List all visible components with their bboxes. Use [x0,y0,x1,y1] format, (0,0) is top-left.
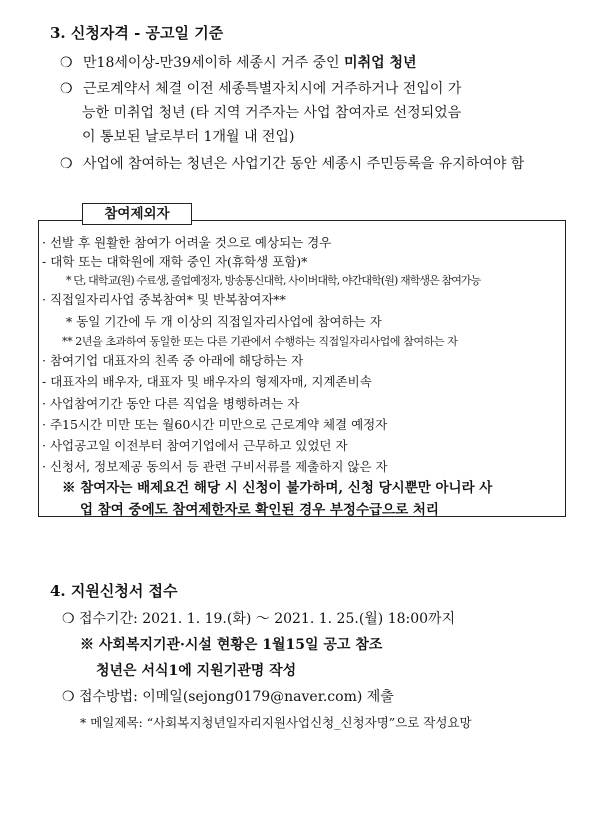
exclusion-footnote: ** 2년을 초과하여 동일한 또는 다른 기관에서 수행하는 직접일자리사업에 참여하는 자 [62,335,458,348]
exclusion-note: 업 참여 중에도 참여제한자로 확인된 경우 부정수급으로 처리 [80,502,439,518]
list-item [60,78,461,98]
circle-bullet-icon: ❍ [60,81,73,97]
exclusion-line: · 선발 후 원활한 참여가 어려울 것으로 예상되는 경우 [42,235,332,250]
reference-note: ※ 사회복지기관·시설 현황은 1월15일 공고 참조 [80,637,383,653]
list-item-text: 사업에 참여하는 청년은 사업기간 동안 세종시 주민등록을 유지하여야 함 [83,156,525,172]
exclusion-line: · 신청서, 정보제공 동의서 등 관련 구비서류를 제출하지 않은 자 [42,459,388,474]
list-item-emphasis: 미취업 청년 [344,55,417,71]
application-period: ❍ 접수기간: 2021. 1. 19.(화) ～ 2021. 1. 25.(월) 18:00까지 [62,611,456,627]
section-4-title: 4. 지원신청서 접수 [50,582,178,600]
section-3-title: 3. 신청자격 - 공고일 기준 [50,24,224,42]
list-item-line: 이 통보된 날로부터 1개월 내 전입) [82,129,295,145]
list-item [60,52,417,72]
exclusion-line: · 사업참여기간 동안 다른 직업을 병행하려는 자 [42,396,300,411]
application-method: ❍ 접수방법: 이메일(sejong0179@naver.com) 제출 [62,689,394,705]
exclusion-note: ※ 참여자는 배제요건 해당 시 신청이 불가하며, 신청 당시뿐만 아니라 사 [62,480,493,496]
list-item-line: 근로계약서 체결 이전 세종특별자치시에 거주하거나 전입이 가 [83,81,462,97]
exclusion-line: · 직접일자리사업 중복참여* 및 반복참여자** [42,292,286,307]
exclusion-line: - 대표자의 배우자, 대표자 및 배우자의 형제자매, 지계존비속 [42,374,372,389]
list-item [60,153,524,173]
exclusion-footnote: * 단, 대학교(원) 수료생, 졸업예정자, 방송통신대학, 사이버대학, 야간대학(원) 재학생은 참여가능 [66,274,481,287]
exclusion-line: · 주15시간 미만 또는 월60시간 미만으로 근로계약 체결 예정자 [42,417,388,432]
exclusion-line: - 대학 또는 대학원에 재학 중인 자(휴학생 포함)* [42,254,308,269]
list-item-line: 능한 미취업 청년 (타 지역 거주자는 사업 참여자로 선정되었음 [82,105,462,121]
exclusion-footnote: * 동일 기간에 두 개 이상의 직접일자리사업에 참여하는 자 [66,314,382,329]
circle-bullet-icon: ❍ [60,55,73,71]
reference-note: 청년은 서식1에 지원기관명 작성 [96,663,297,679]
exclusion-box-tab: 참여제외자 [82,203,192,225]
list-item-text: 만18세이상-만39세이하 세종시 거주 중인 [83,55,345,71]
mail-subject-note: * 메일제목: “사회복지청년일자리지원사업신청_신청자명”으로 작성요망 [80,715,472,730]
circle-bullet-icon: ❍ [60,156,73,172]
exclusion-line: · 사업공고일 이전부터 참여기업에서 근무하고 있었던 자 [42,438,348,453]
exclusion-line: · 참여기업 대표자의 친족 중 아래에 해당하는 자 [42,353,304,368]
